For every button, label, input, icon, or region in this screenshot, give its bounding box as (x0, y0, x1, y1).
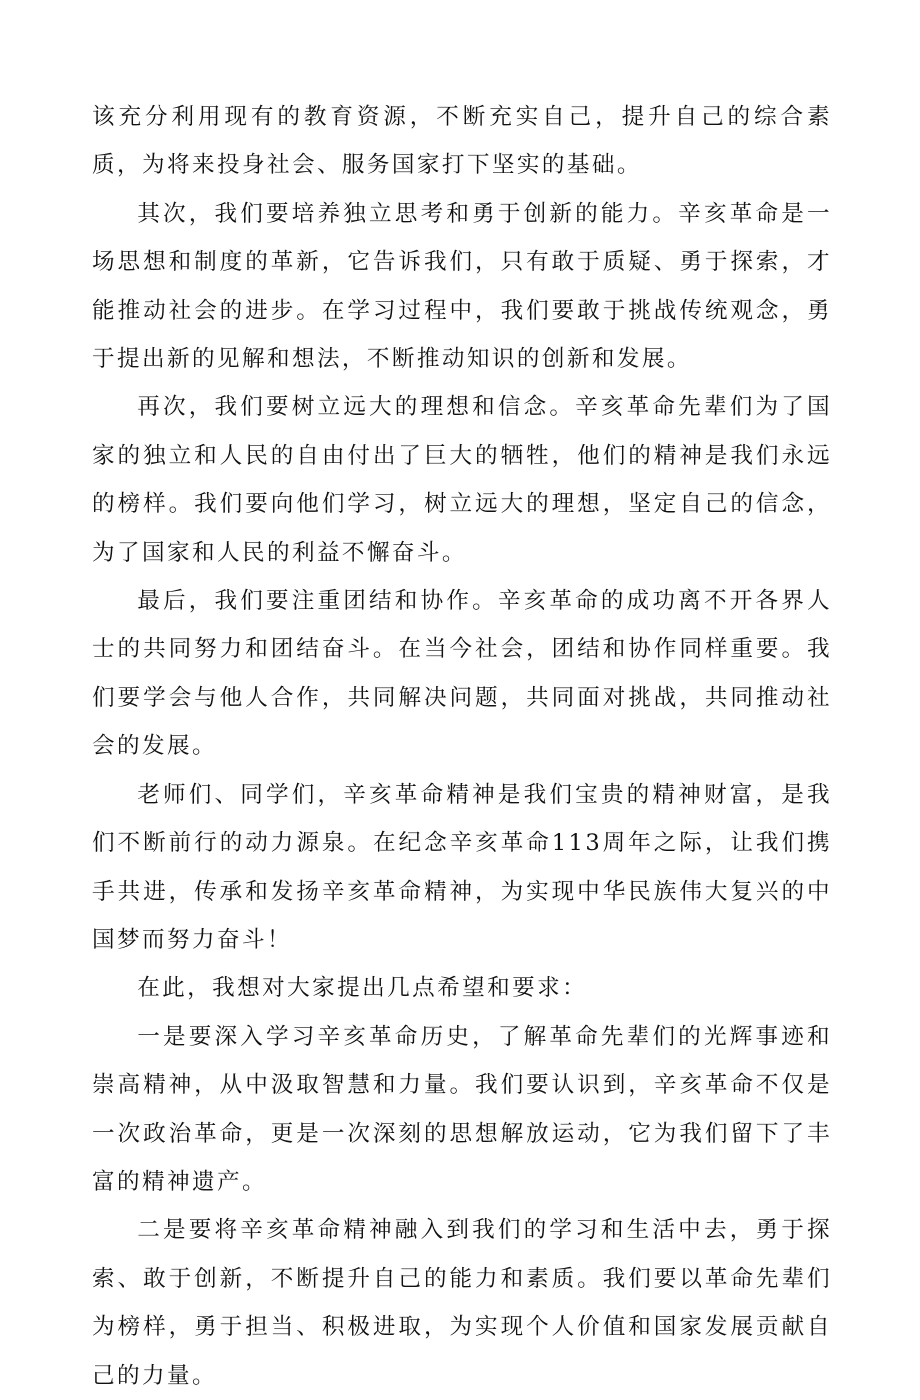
paragraph: 一是要深入学习辛亥革命历史，了解革命先辈们的光辉事迹和崇高精神，从中汲取智慧和力量。我们要认识到，辛亥革命不仅是一次政治革命，更是一次深刻的思想解放运动，它为我们留下了丰富的精神遗产。 (92, 1023, 832, 1195)
paragraph: 老师们、同学们，辛亥革命精神是我们宝贵的精神财富，是我们不断前行的动力源泉。在纪念辛亥革命113周年之际，让我们携手共进，传承和发扬辛亥革命精神，为实现中华民族伟大复兴的中国梦而努力奋斗！ (92, 781, 832, 953)
document-page (92, 93, 832, 1400)
paragraph: 其次，我们要培养独立思考和勇于创新的能力。辛亥革命是一场思想和制度的革新，它告诉我们，只有敢于质疑、勇于探索，才能推动社会的进步。在学习过程中，我们要敢于挑战传统观念，勇于提出新的见解和想法，不断推动知识的创新和发展。 (92, 200, 832, 373)
paragraph: 二是要将辛亥革命精神融入到我们的学习和生活中去，勇于探索、敢于创新，不断提升自己的能力和素质。我们要以革命先辈们为榜样，勇于担当、积极进取，为实现个人价值和国家发展贡献自己的力量。 (92, 1217, 832, 1389)
paragraph: 在此，我想对大家提出几点希望和要求： (137, 975, 588, 1002)
paragraph: 最后，我们要注重团结和协作。辛亥革命的成功离不开各界人士的共同努力和团结奋斗。在当今社会，团结和协作同样重要。我们要学会与他人合作，共同解决问题，共同面对挑战，共同推动社会的发展。 (92, 588, 832, 760)
paragraph: 该充分利用现有的教育资源，不断充实自己，提升自己的综合素质，为将来投身社会、服务国家打下坚实的基础。 (92, 104, 832, 179)
paragraph: 再次，我们要树立远大的理想和信念。辛亥革命先辈们为了国家的独立和人民的自由付出了巨大的牺牲，他们的精神是我们永远的榜样。我们要向他们学习，树立远大的理想，坚定自己的信念，为了国家和人民的利益不懈奋斗。 (92, 394, 832, 566)
